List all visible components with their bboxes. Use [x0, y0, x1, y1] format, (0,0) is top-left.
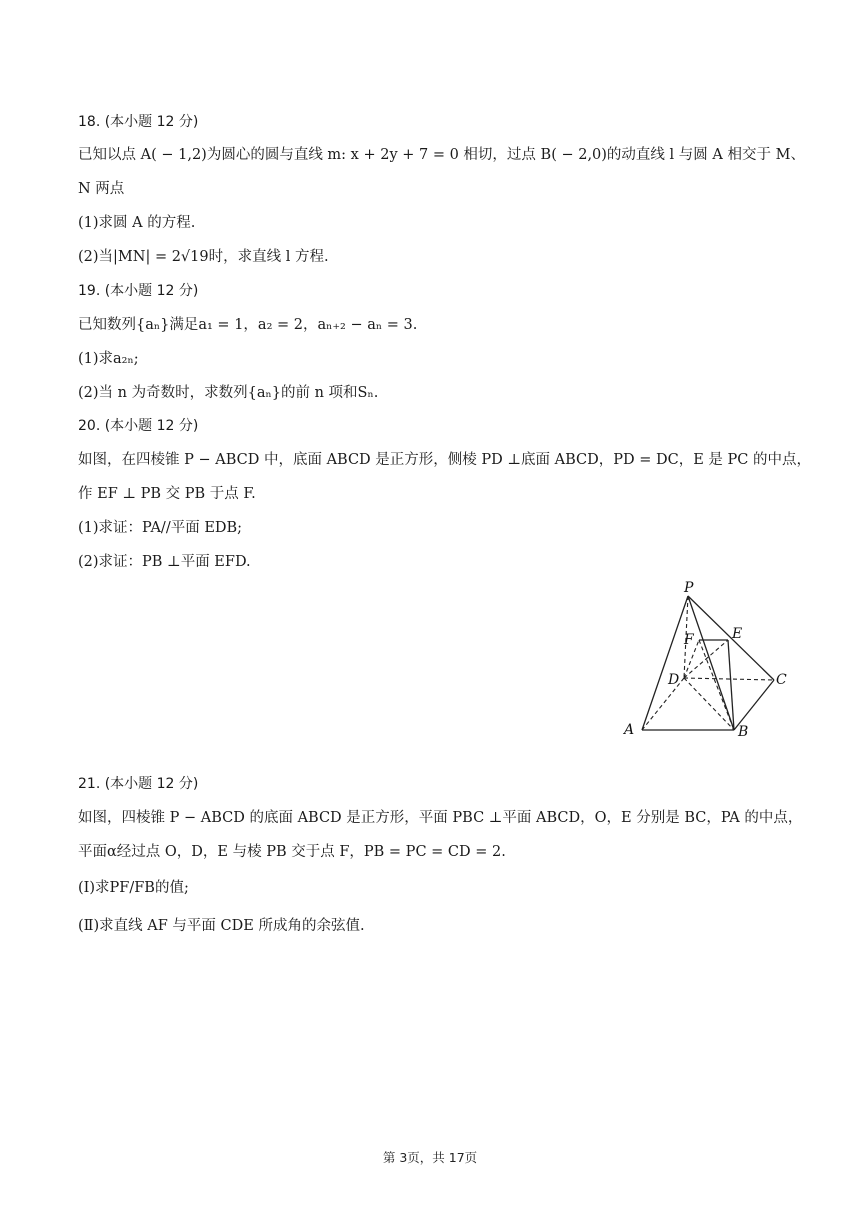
- pyramid-diagram: [616, 574, 796, 744]
- label-D: D: [668, 672, 680, 688]
- problem-18-part-1: (1)求圆 A 的方程.: [78, 215, 196, 231]
- edge-PB: [688, 596, 734, 730]
- problem-20-line-1: 如图，在四棱锥 P − ABCD 中，底面 ABCD 是正方形，侧棱 PD ⊥底面 ABCD，PD = DC，E 是 PC 的中点，: [78, 452, 811, 468]
- problem-20-part-1: (1)求证：PA//平面 EDB;: [78, 520, 243, 536]
- pyramid-figure: [616, 574, 796, 744]
- problem-18-header: 18. (本小题 12 分): [78, 114, 199, 130]
- edge-DB: [684, 678, 734, 730]
- edge-BC: [734, 680, 774, 730]
- label-P: P: [684, 580, 694, 596]
- label-C: C: [776, 672, 787, 688]
- problem-19-line-1: 已知数列{aₙ}满足a₁ = 1，a₂ = 2，aₙ₊₂ − aₙ = 3.: [78, 317, 418, 333]
- problem-18-line-1: 已知以点 A( − 1,2)为圆心的圆与直线 m: x + 2y + 7 = 0 相切，过点 B( − 2,0)的动直线 l 与圆 A 相交于 M、: [78, 147, 805, 163]
- edge-DC: [684, 678, 774, 680]
- problem-21-part-2: (Ⅱ)求直线 AF 与平面 CDE 所成角的余弦值.: [78, 918, 365, 934]
- problem-18-part-2: (2)当|MN| = 2√19时，求直线 l 方程.: [78, 249, 329, 265]
- problem-20-line-2: 作 EF ⊥ PB 交 PB 于点 F.: [78, 486, 256, 502]
- problem-19-header: 19. (本小题 12 分): [78, 283, 199, 299]
- problem-20-part-2: (2)求证：PB ⊥平面 EFD.: [78, 554, 251, 570]
- page-footer: 第 3页，共 17页: [382, 1150, 478, 1165]
- edge-PA: [642, 596, 688, 730]
- label-E: E: [732, 626, 743, 642]
- problem-19-part-1: (1)求a₂ₙ;: [78, 351, 139, 367]
- problem-21-header: 21. (本小题 12 分): [78, 776, 199, 792]
- label-B: B: [738, 724, 749, 740]
- label-F: F: [684, 632, 694, 648]
- problem-18-line-2: N 两点: [78, 181, 125, 197]
- label-A: A: [624, 722, 635, 738]
- problem-21-line-1: 如图，四棱锥 P − ABCD 的底面 ABCD 是正方形，平面 PBC ⊥平面 ABCD，O，E 分别是 BC，PA 的中点，: [78, 810, 803, 826]
- problem-20-header: 20. (本小题 12 分): [78, 418, 199, 434]
- problem-21-line-2: 平面α经过点 O，D，E 与棱 PB 交于点 F，PB = PC = CD = 2.: [78, 844, 506, 860]
- problem-19-part-2: (2)当 n 为奇数时，求数列{aₙ}的前 n 项和Sₙ.: [78, 385, 379, 401]
- edge-PC: [688, 596, 774, 680]
- problem-21-part-1: (Ⅰ)求PF/FB的值;: [78, 880, 189, 896]
